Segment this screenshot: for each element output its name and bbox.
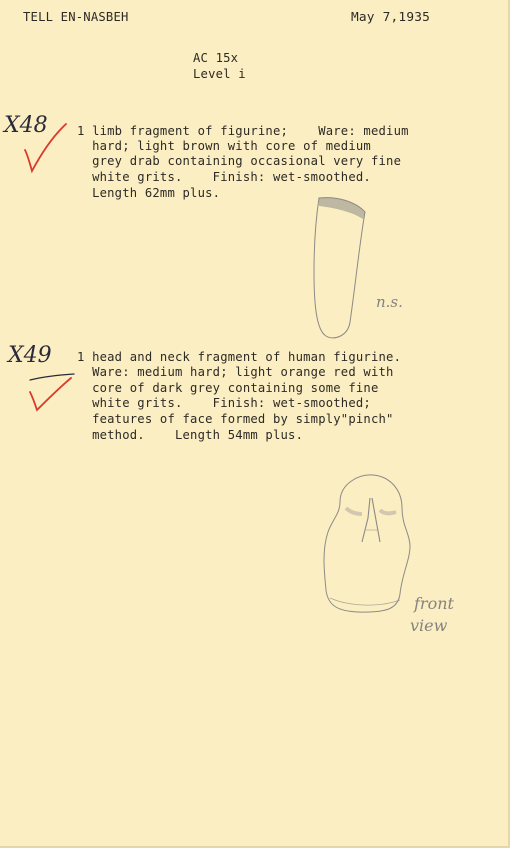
description-line: hard; light brown with core of medium [77, 139, 371, 153]
check-mark-icon [22, 122, 72, 182]
description-line: method. Length 54mm plus. [77, 428, 304, 442]
entry-number-x49: X49 [8, 343, 52, 368]
site-name: TELL EN-NASBEH [23, 10, 129, 24]
description-line: grey drab containing occasional very fine [77, 154, 402, 168]
description-line: 1 head and neck fragment of human figurine. [77, 350, 402, 364]
description-line: Ware: medium hard; light orange red with [77, 365, 394, 379]
limb-fragment-sketch [310, 192, 370, 342]
drawing-note-view: view [410, 616, 448, 635]
drawing-note-ns: n.s. [376, 293, 403, 311]
description-line: 1 limb fragment of figurine; Ware: medium [77, 124, 409, 138]
description-line: white grits. Finish: wet-smoothed. [77, 170, 371, 184]
description-line: features of face formed by simply"pinch" [77, 412, 394, 426]
drawing-note-front: front [414, 594, 454, 613]
locus-code: AC 15x [193, 51, 239, 65]
locus-level: Level i [193, 67, 246, 81]
check-mark-icon [27, 376, 77, 416]
description-line: core of dark grey containing some fine [77, 381, 379, 395]
entry-description-x49 [77, 350, 402, 462]
description-line: Length 62mm plus. [77, 186, 221, 200]
entry-description-x48 [77, 124, 409, 222]
entry-number-x48: X48 [4, 113, 48, 138]
description-line: white grits. Finish: wet-smoothed; [77, 396, 371, 410]
card-date: May 7,1935 [351, 10, 431, 25]
head-fragment-sketch [318, 470, 418, 620]
